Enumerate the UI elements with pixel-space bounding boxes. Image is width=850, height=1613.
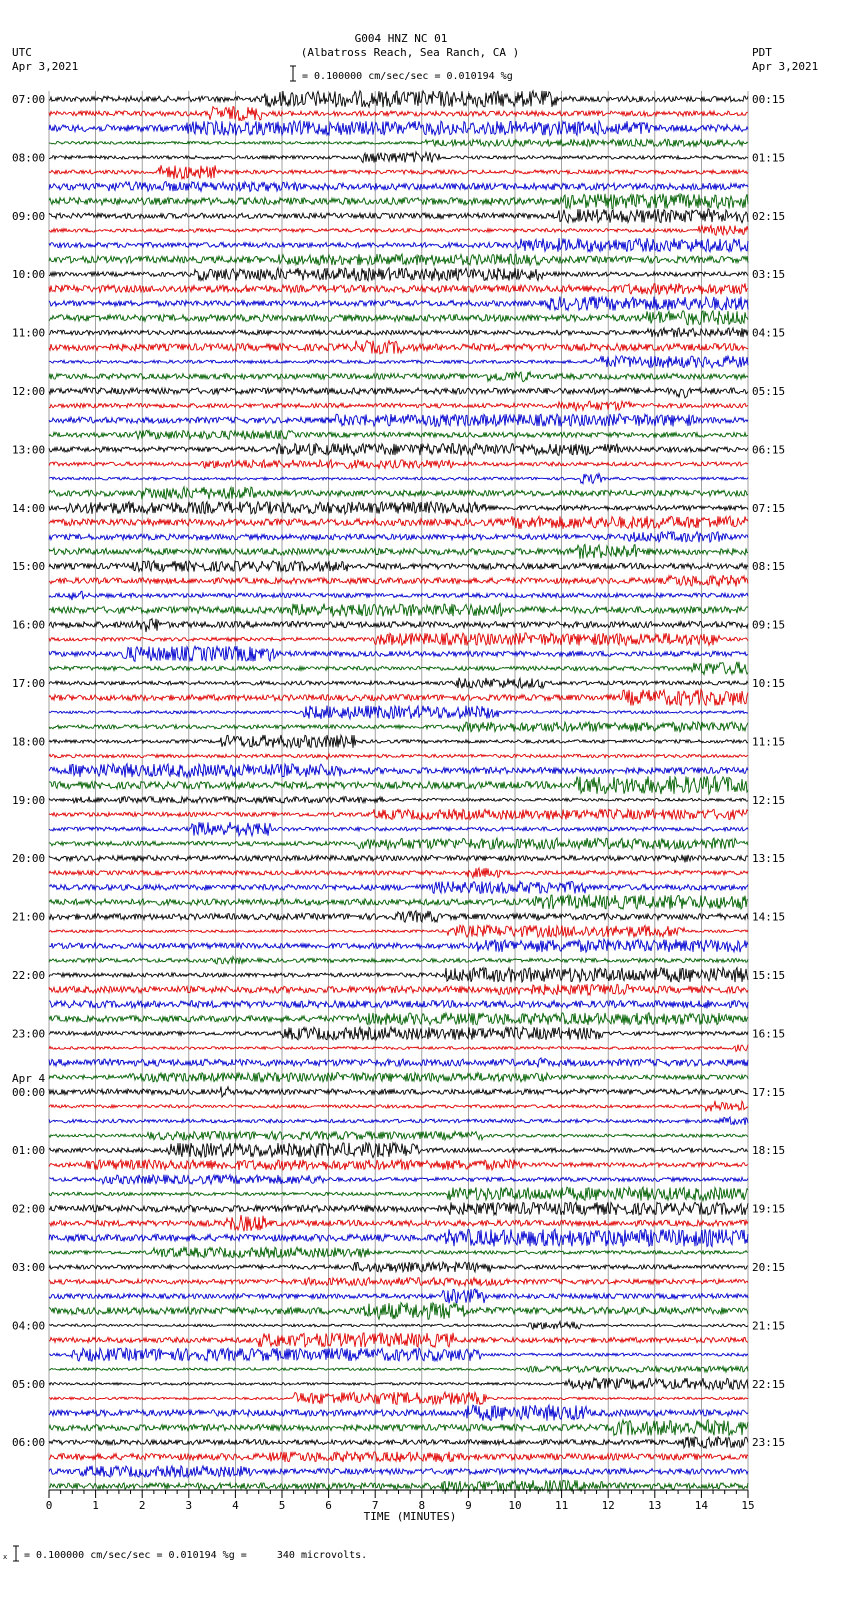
pdt-hour-label: 06:15 xyxy=(752,443,786,457)
pdt-hour-label: 00:15 xyxy=(752,93,786,106)
seismic-trace xyxy=(49,1058,748,1068)
x-axis-label: TIME (MINUTES) xyxy=(363,1510,457,1523)
seismic-trace xyxy=(49,797,748,803)
seismic-trace xyxy=(49,152,748,163)
seismic-trace xyxy=(49,91,748,107)
seismic-trace xyxy=(49,194,748,209)
pdt-hour-label: 18:15 xyxy=(752,1144,786,1158)
utc-hour-label: 23:00 xyxy=(12,1027,46,1041)
utc-hour-label: 03:00 xyxy=(12,1261,46,1274)
x-tick-label: 0 xyxy=(45,1499,53,1512)
pdt-hour-label: 04:15 xyxy=(752,326,786,340)
pdt-hour-label: 20:15 xyxy=(752,1261,786,1274)
left-date: Apr 3,2021 xyxy=(12,60,79,73)
left-timezone: UTC xyxy=(12,46,32,59)
x-tick-label: 15 xyxy=(741,1499,755,1512)
utc-hour-label: 15:00 xyxy=(12,560,46,574)
seismic-trace xyxy=(49,754,748,759)
seismic-trace xyxy=(49,182,748,192)
seismic-trace xyxy=(49,1262,748,1272)
pdt-hour-label: 02:15 xyxy=(752,209,786,223)
seismic-trace xyxy=(49,809,748,819)
seismic-trace xyxy=(49,619,748,632)
seismic-trace xyxy=(49,502,748,514)
pdt-hour-label: 14:15 xyxy=(752,910,786,924)
seismic-trace xyxy=(49,1027,748,1040)
seismic-trace xyxy=(49,1247,748,1257)
seismic-trace xyxy=(49,414,748,427)
seismic-trace xyxy=(49,401,748,410)
seismic-trace xyxy=(49,388,748,398)
utc-date-change-label: Apr 4 xyxy=(12,1071,46,1085)
seismic-trace xyxy=(49,254,748,265)
x-tick-label: 13 xyxy=(648,1499,662,1512)
pdt-hour-label: 22:15 xyxy=(752,1377,786,1391)
utc-hour-label: 16:00 xyxy=(12,618,46,632)
pdt-hour-label: 09:15 xyxy=(752,618,786,632)
seismic-trace xyxy=(49,968,748,983)
seismic-trace xyxy=(49,984,748,995)
utc-hour-label: 21:00 xyxy=(12,910,46,924)
seismic-trace xyxy=(49,372,748,382)
utc-hour-label: 17:00 xyxy=(12,677,46,690)
seismic-trace xyxy=(49,1187,748,1201)
pdt-hour-label: 05:15 xyxy=(752,385,786,398)
seismic-trace xyxy=(49,139,748,146)
seismic-trace xyxy=(49,1087,748,1098)
seismic-trace xyxy=(49,107,748,121)
utc-hour-label: 20:00 xyxy=(12,852,46,866)
footer-scale-icon xyxy=(2,1545,24,1563)
seismic-trace xyxy=(49,1175,748,1184)
seismic-trace xyxy=(49,678,748,688)
seismic-trace xyxy=(49,443,748,455)
seismic-trace xyxy=(49,1101,748,1112)
seismic-trace xyxy=(49,939,748,952)
seismic-trace xyxy=(49,1322,748,1330)
pdt-hour-label: 16:15 xyxy=(752,1027,786,1041)
seismic-trace xyxy=(49,855,748,863)
utc-hour-label: 10:00 xyxy=(12,268,46,282)
seismic-trace xyxy=(49,356,748,368)
seismic-trace xyxy=(49,957,748,964)
seismic-trace xyxy=(49,1013,748,1025)
chart-title: G004 HNZ NC 01 xyxy=(354,32,448,45)
utc-hour-label: 01:00 xyxy=(12,1144,46,1158)
pdt-hour-label: 03:15 xyxy=(752,268,786,282)
seismic-trace xyxy=(49,1278,748,1286)
utc-hour-label: 02:00 xyxy=(12,1202,46,1216)
seismic-trace xyxy=(49,544,748,558)
x-tick-label: 1 xyxy=(92,1499,99,1512)
seismic-trace xyxy=(49,662,748,675)
seismic-trace xyxy=(49,591,748,600)
utc-hour-label: 04:00 xyxy=(12,1319,46,1333)
seismic-trace xyxy=(49,1289,748,1303)
seismic-trace xyxy=(49,268,748,281)
seismic-trace xyxy=(49,706,748,719)
seismic-trace xyxy=(49,516,748,529)
pdt-hour-label: 23:15 xyxy=(752,1436,786,1450)
pdt-hour-label: 07:15 xyxy=(752,501,786,515)
seismic-trace xyxy=(49,341,748,354)
seismic-trace xyxy=(49,646,748,661)
x-tick-label: 14 xyxy=(694,1499,709,1512)
utc-hour-label: 18:00 xyxy=(12,735,46,749)
x-tick-label: 2 xyxy=(138,1499,146,1512)
utc-hour-label: 19:00 xyxy=(12,793,46,807)
seismic-trace xyxy=(49,1366,748,1372)
seismic-trace xyxy=(49,895,748,909)
x-tick-label: 8 xyxy=(418,1499,426,1512)
seismic-trace xyxy=(49,1215,748,1231)
seismic-trace xyxy=(49,1045,748,1052)
seismic-trace xyxy=(49,1466,748,1477)
seismic-trace xyxy=(49,121,748,135)
seismic-trace xyxy=(49,238,748,252)
seismic-trace xyxy=(49,911,748,923)
seismic-trace xyxy=(49,575,748,587)
seismic-trace xyxy=(49,776,748,794)
seismic-trace xyxy=(49,1378,748,1389)
seismic-trace xyxy=(49,474,748,484)
seismic-trace xyxy=(49,487,748,499)
x-tick-label: 9 xyxy=(465,1499,472,1512)
seismic-trace xyxy=(49,1452,748,1462)
utc-hour-label: 08:00 xyxy=(12,151,46,165)
scale-text: = 0.100000 cm/sec/sec = 0.010194 %g xyxy=(302,71,513,82)
seismic-trace xyxy=(49,209,748,223)
chart-subtitle: (Albatross Reach, Sea Ranch, CA ) xyxy=(300,46,520,59)
seismic-trace xyxy=(49,604,748,617)
seismic-trace xyxy=(49,460,748,469)
seismic-trace xyxy=(49,311,748,325)
pdt-hour-label: 13:15 xyxy=(752,852,786,866)
seismic-trace xyxy=(49,1348,748,1361)
utc-hour-label: 07:00 xyxy=(12,93,46,106)
utc-hour-label: 22:00 xyxy=(12,969,46,982)
seismic-trace xyxy=(49,764,748,778)
utc-hour-label: 06:00 xyxy=(12,1436,46,1450)
seismic-trace xyxy=(49,532,748,543)
seismic-trace xyxy=(49,822,748,836)
seismic-trace xyxy=(49,1131,748,1139)
x-tick-label: 12 xyxy=(601,1499,615,1512)
seismic-trace xyxy=(49,1117,748,1125)
seismic-trace xyxy=(49,1303,748,1320)
pdt-hour-label: 12:15 xyxy=(752,793,786,807)
seismic-trace xyxy=(49,1333,748,1348)
seismic-trace xyxy=(49,1229,748,1246)
seismic-trace xyxy=(49,328,748,337)
x-tick-label: 10 xyxy=(508,1499,522,1512)
pdt-hour-label: 17:15 xyxy=(752,1085,786,1099)
right-timezone: PDT xyxy=(752,46,772,59)
seismic-trace xyxy=(49,1160,748,1170)
seismic-trace xyxy=(49,1073,748,1082)
x-tick-label: 5 xyxy=(278,1499,286,1512)
x-tick-label: 7 xyxy=(371,1499,379,1512)
pdt-hour-label: 01:15 xyxy=(752,151,786,165)
pdt-hour-label: 08:15 xyxy=(752,560,786,574)
footer-scale-text: = 0.100000 cm/sec/sec = 0.010194 %g = 340 microvolts. xyxy=(24,1550,368,1561)
seismic-trace xyxy=(49,1392,748,1404)
seismic-trace xyxy=(49,296,748,310)
seismic-trace xyxy=(49,1436,748,1448)
utc-hour-label: 05:00 xyxy=(12,1377,46,1391)
pdt-hour-label: 21:15 xyxy=(752,1319,786,1333)
seismic-trace xyxy=(49,925,748,937)
x-tick-label: 6 xyxy=(325,1499,332,1512)
svg-text:x: x xyxy=(3,1553,8,1561)
seismic-trace xyxy=(49,735,748,748)
seismic-trace xyxy=(49,1405,748,1421)
utc-hour-label: 13:00 xyxy=(12,443,46,457)
utc-hour-label: 12:00 xyxy=(12,385,46,398)
seismic-trace xyxy=(49,1000,748,1008)
seismic-trace xyxy=(49,561,748,572)
seismic-trace xyxy=(49,1420,748,1436)
seismic-trace xyxy=(49,633,748,646)
pdt-hour-label: 11:15 xyxy=(752,735,786,749)
pdt-hour-label: 15:15 xyxy=(752,969,786,982)
seismic-trace xyxy=(49,722,748,732)
seismic-trace xyxy=(49,690,748,706)
seismic-trace xyxy=(49,226,748,236)
seismic-trace xyxy=(49,1143,748,1158)
seismic-trace xyxy=(49,430,748,439)
pdt-hour-label: 19:15 xyxy=(752,1202,786,1216)
seismic-trace xyxy=(49,838,748,849)
utc-hour-label: 09:00 xyxy=(12,209,46,223)
utc-hour-label: 11:00 xyxy=(12,326,46,340)
x-tick-label: 11 xyxy=(554,1499,569,1512)
utc-hour-label: 14:00 xyxy=(12,501,46,515)
x-tick-label: 4 xyxy=(232,1499,239,1512)
x-tick-label: 3 xyxy=(185,1499,193,1512)
pdt-hour-label: 10:15 xyxy=(752,677,786,690)
utc-hour-label: 00:00 xyxy=(12,1085,46,1099)
right-date: Apr 3,2021 xyxy=(752,60,819,73)
seismic-trace xyxy=(49,165,748,179)
seismic-trace xyxy=(49,868,748,878)
seismic-trace xyxy=(49,1202,748,1215)
seismic-trace xyxy=(49,881,748,893)
seismic-trace xyxy=(49,283,748,294)
